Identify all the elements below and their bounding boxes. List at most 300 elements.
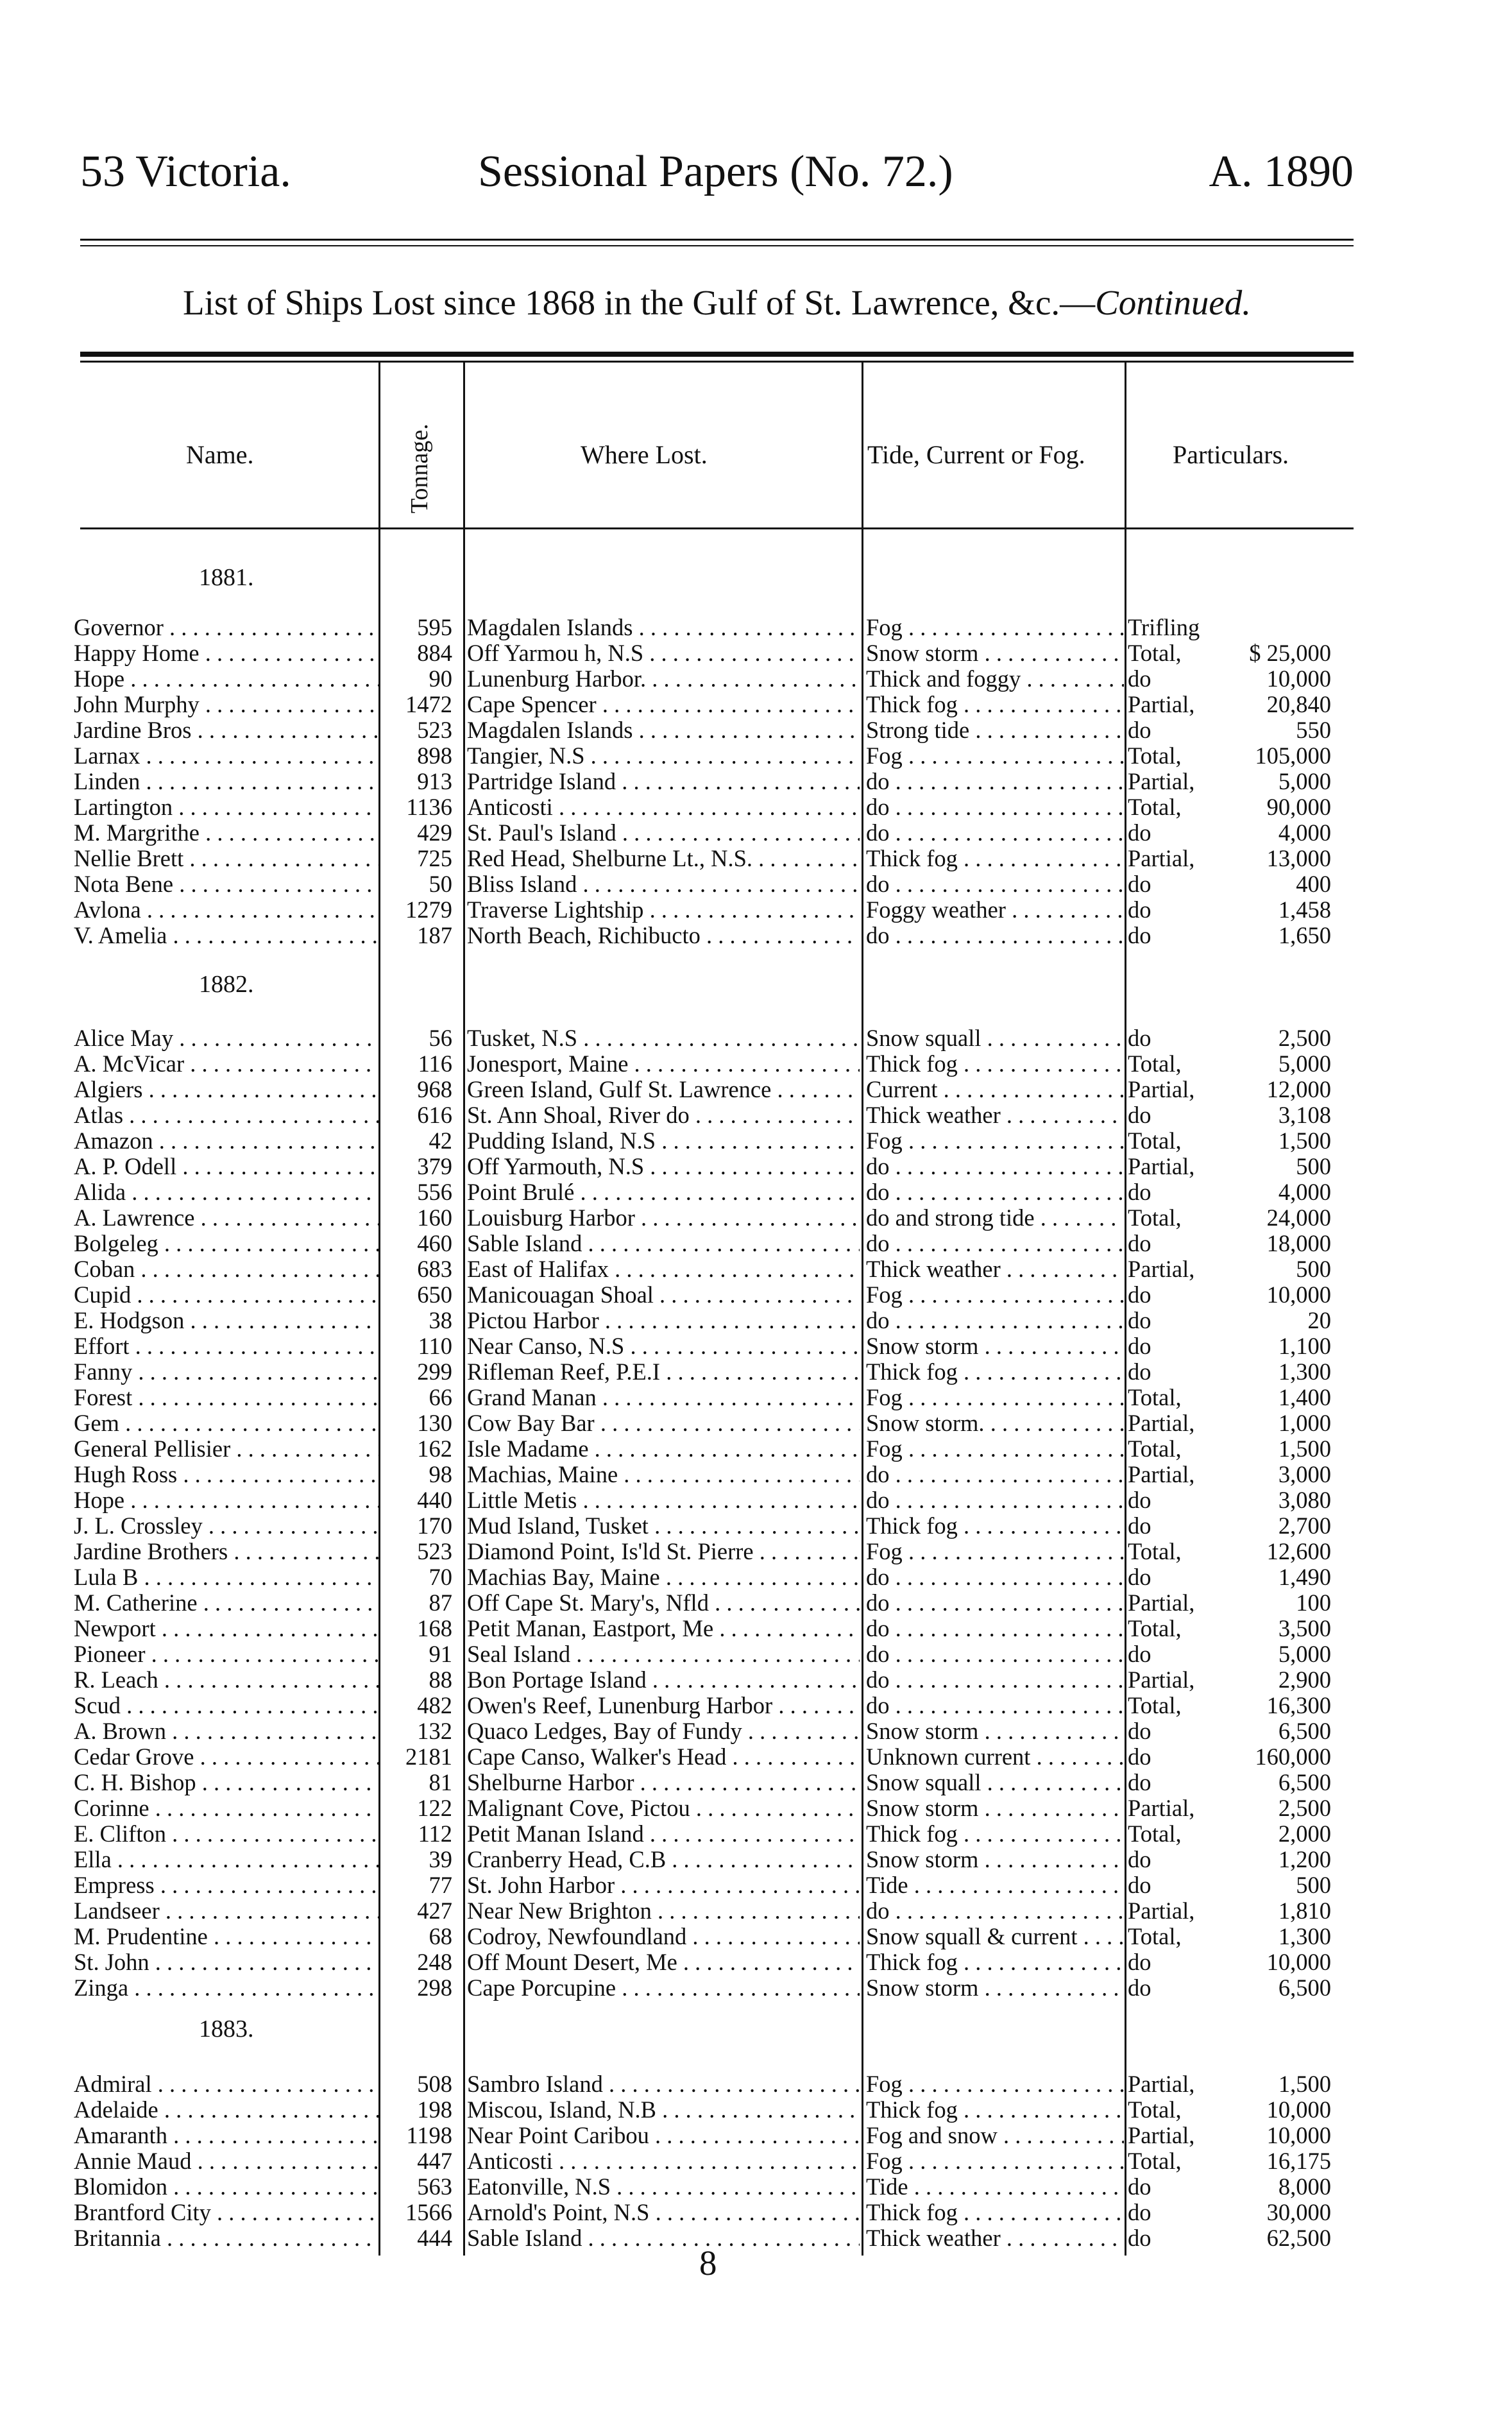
cell-ptype: Partial, <box>1128 1410 1195 1436</box>
cell-name: Larnax . . . <box>74 743 378 769</box>
cell-amount: 6,500 <box>1278 1718 1331 1744</box>
cell-where: St. Ann Shoal, River do . . . <box>467 1102 860 1128</box>
cell-name: V. Amelia . . . <box>74 923 378 948</box>
cell-amount: 10,000 <box>1266 2097 1331 2123</box>
table-row <box>0 1077 1512 1102</box>
cell-amount: 2,000 <box>1278 1821 1331 1847</box>
cell-tonnage: 563 <box>417 2174 452 2200</box>
table-row <box>0 1154 1512 1179</box>
cell-where: Magdalen Islands . . . <box>467 615 860 640</box>
cell-amount: 2,900 <box>1278 1667 1331 1693</box>
cell-tide: do . . . <box>866 1231 1124 1256</box>
cell-where: Off Yarmou h, N.S . . . <box>467 640 860 666</box>
cell-name: Pioneer . . . <box>74 1641 378 1667</box>
cell-ptype: Total, <box>1128 640 1182 666</box>
table-row <box>0 1590 1512 1616</box>
cell-tonnage: 482 <box>417 1693 452 1718</box>
cell-tonnage: 1566 <box>405 2200 452 2225</box>
table-row <box>0 1487 1512 1513</box>
cell-ptype: do <box>1128 1231 1151 1256</box>
cell-amount: 1,000 <box>1278 1410 1331 1436</box>
cell-tide: do . . . <box>866 1590 1124 1616</box>
cell-tide: Snow storm . . . <box>866 1795 1124 1821</box>
table-rule-top-thin <box>80 361 1354 363</box>
cell-tide: do . . . <box>866 1462 1124 1487</box>
cell-name: Newport . . . <box>74 1616 378 1641</box>
cell-where: Diamond Point, Is'ld St. Pierre . . . <box>467 1539 860 1564</box>
cell-name: Amazon . . . <box>74 1128 378 1154</box>
header-rule-bottom <box>80 245 1354 246</box>
cell-amount: 20,840 <box>1266 692 1331 717</box>
cell-name: Landseer . . . <box>74 1898 378 1924</box>
year-heading-1882: 1882. <box>199 971 254 998</box>
cell-where: Near Point Caribou . . . <box>467 2123 860 2148</box>
cell-amount: 3,108 <box>1278 1102 1331 1128</box>
cell-ptype: Total, <box>1128 1385 1182 1410</box>
cell-ptype: do <box>1128 871 1151 897</box>
cell-ptype: Total, <box>1128 1539 1182 1564</box>
cell-amount: 1,200 <box>1278 1847 1331 1872</box>
cell-ptype: do <box>1128 1359 1151 1385</box>
cell-tonnage: 248 <box>417 1949 452 1975</box>
header-underline-particulars <box>1126 527 1354 529</box>
cell-where: Petit Manan, Eastport, Me . . . <box>467 1616 860 1641</box>
cell-tide: do . . . <box>866 1487 1124 1513</box>
cell-name: Cupid . . . <box>74 1282 378 1308</box>
cell-where: Arnold's Point, N.S . . . <box>467 2200 860 2225</box>
cell-amount: 1,500 <box>1278 1128 1331 1154</box>
page-number: 8 <box>699 2243 717 2282</box>
table-row <box>0 743 1512 769</box>
cell-tide: Thick weather . . . <box>866 1102 1124 1128</box>
cell-ptype: do <box>1128 1949 1151 1975</box>
cell-where: Anticosti . . . <box>467 794 860 820</box>
cell-ptype: Partial, <box>1128 1256 1195 1282</box>
cell-where: Traverse Lightship . . . <box>467 897 860 923</box>
cell-tide: Thick weather . . . <box>866 1256 1124 1282</box>
cell-ptype: Total, <box>1128 2097 1182 2123</box>
cell-tide: Fog . . . <box>866 1436 1124 1462</box>
cell-amount: 13,000 <box>1266 846 1331 871</box>
cell-where: Bliss Island . . . <box>467 871 860 897</box>
cell-tide: Tide . . . <box>866 1872 1124 1898</box>
cell-tonnage: 1472 <box>405 692 452 717</box>
cell-name: M. Margrithe . . . <box>74 820 378 846</box>
cell-tonnage: 1198 <box>406 2123 452 2148</box>
cell-tide: Strong tide . . . <box>866 717 1124 743</box>
cell-tide: Fog . . . <box>866 615 1124 640</box>
cell-name: Lartington . . . <box>74 794 378 820</box>
table-row <box>0 717 1512 743</box>
cell-where: Petit Manan Island . . . <box>467 1821 860 1847</box>
cell-tide: Snow storm . . . <box>866 1718 1124 1744</box>
cell-where: Cranberry Head, C.B . . . <box>467 1847 860 1872</box>
cell-amount: 10,000 <box>1266 2123 1331 2148</box>
cell-ptype: Partial, <box>1128 1590 1195 1616</box>
cell-name: Fanny . . . <box>74 1359 378 1385</box>
table-row <box>0 1975 1512 2001</box>
cell-amount: 24,000 <box>1266 1205 1331 1231</box>
cell-name: Hope . . . <box>74 666 378 692</box>
cell-ptype: Total, <box>1128 1821 1182 1847</box>
cell-ptype: Partial, <box>1128 2123 1195 2148</box>
cell-amount: 10,000 <box>1266 666 1331 692</box>
table-row <box>0 666 1512 692</box>
cell-ptype: do <box>1128 666 1151 692</box>
cell-name: A. Lawrence . . . <box>74 1205 378 1231</box>
cell-where: Point Brulé . . . <box>467 1179 860 1205</box>
cell-tide: Thick fog . . . <box>866 1051 1124 1077</box>
cell-amount: 500 <box>1296 1154 1331 1179</box>
table-row <box>0 1333 1512 1359</box>
cell-ptype: do <box>1128 1025 1151 1051</box>
table-row <box>0 794 1512 820</box>
table-rule-top-thick <box>80 352 1354 357</box>
cell-tonnage: 913 <box>417 769 452 794</box>
cell-ptype: Partial, <box>1128 1667 1195 1693</box>
cell-where: Machias Bay, Maine . . . <box>467 1564 860 1590</box>
cell-name: M. Prudentine . . . <box>74 1924 378 1949</box>
cell-name: John Murphy . . . <box>74 692 378 717</box>
table-row <box>0 1641 1512 1667</box>
cell-tonnage: 523 <box>417 1539 452 1564</box>
cell-ptype: Total, <box>1128 1616 1182 1641</box>
cell-ptype: do <box>1128 1718 1151 1744</box>
table-row <box>0 1231 1512 1256</box>
cell-ptype: do <box>1128 1770 1151 1795</box>
cell-name: J. L. Crossley . . . <box>74 1513 378 1539</box>
cell-tonnage: 898 <box>417 743 452 769</box>
cell-ptype: do <box>1128 1282 1151 1308</box>
cell-ptype: do <box>1128 717 1151 743</box>
cell-tonnage: 170 <box>417 1513 452 1539</box>
table-row <box>0 1051 1512 1077</box>
cell-tide: do . . . <box>866 1667 1124 1693</box>
cell-name: Alice May . . . <box>74 1025 378 1051</box>
table-row <box>0 897 1512 923</box>
cell-name: Zinga . . . <box>74 1975 378 2001</box>
table-row <box>0 1872 1512 1898</box>
cell-tonnage: 427 <box>417 1898 452 1924</box>
cell-name: A. McVicar . . . <box>74 1051 378 1077</box>
cell-where: Shelburne Harbor . . . <box>467 1770 860 1795</box>
cell-tonnage: 725 <box>417 846 452 871</box>
cell-tide: Snow storm . . . <box>866 640 1124 666</box>
table-row <box>0 2071 1512 2097</box>
cell-tonnage: 39 <box>429 1847 452 1872</box>
cell-ptype: do <box>1128 1333 1151 1359</box>
cell-ptype: do <box>1128 1308 1151 1333</box>
table-row <box>0 1179 1512 1205</box>
cell-ptype: Partial, <box>1128 692 1195 717</box>
cell-ptype: do <box>1128 1641 1151 1667</box>
title-continued: Continued. <box>1095 283 1252 322</box>
cell-name: Hope . . . <box>74 1487 378 1513</box>
cell-tide: Snow squall & current . . . <box>866 1924 1124 1949</box>
table-row <box>0 2225 1512 2251</box>
cell-where: Rifleman Reef, P.E.I . . . <box>467 1359 860 1385</box>
header-rule-top <box>80 239 1354 241</box>
cell-amount: 2,500 <box>1278 1795 1331 1821</box>
cell-name: C. H. Bishop . . . <box>74 1770 378 1795</box>
column-header-tide-current-fog: Tide, Current or Fog. <box>867 440 1085 469</box>
cell-tide: Snow storm . . . <box>866 1333 1124 1359</box>
cell-tide: Fog and snow . . . <box>866 2123 1124 2148</box>
cell-tonnage: 112 <box>418 1821 452 1847</box>
cell-where: East of Halifax . . . <box>467 1256 860 1282</box>
table-row <box>0 1693 1512 1718</box>
cell-tonnage: 379 <box>417 1154 452 1179</box>
cell-name: Forest . . . <box>74 1385 378 1410</box>
cell-tonnage: 132 <box>417 1718 452 1744</box>
table-row <box>0 1564 1512 1590</box>
cell-tonnage: 70 <box>429 1564 452 1590</box>
cell-amount: 20 <box>1307 1308 1331 1333</box>
column-header-name: Name. <box>186 440 254 469</box>
cell-name: Alida . . . <box>74 1179 378 1205</box>
cell-amount: 5,000 <box>1278 1051 1331 1077</box>
cell-amount: 1,810 <box>1278 1898 1331 1924</box>
cell-ptype: Partial, <box>1128 1795 1195 1821</box>
table-row <box>0 2148 1512 2174</box>
cell-amount: 12,000 <box>1266 1077 1331 1102</box>
cell-ptype: Total, <box>1128 1436 1182 1462</box>
cell-tonnage: 884 <box>417 640 452 666</box>
cell-tonnage: 38 <box>429 1308 452 1333</box>
cell-name: Gem . . . <box>74 1410 378 1436</box>
table-row <box>0 1667 1512 1693</box>
cell-tide: Snow storm . . . <box>866 1975 1124 2001</box>
cell-where: Bon Portage Island . . . <box>467 1667 860 1693</box>
cell-amount: 62,500 <box>1266 2225 1331 2251</box>
cell-tonnage: 66 <box>429 1385 452 1410</box>
cell-name: Effort . . . <box>74 1333 378 1359</box>
cell-tide: do . . . <box>866 871 1124 897</box>
cell-ptype: Total, <box>1128 1924 1182 1949</box>
cell-name: Atlas . . . <box>74 1102 378 1128</box>
header-sessional-papers: Sessional Papers (No. 72.) <box>478 147 953 196</box>
cell-tide: Snow storm. . . . <box>866 1410 1124 1436</box>
cell-ptype: Partial, <box>1128 1154 1195 1179</box>
cell-where: Owen's Reef, Lunenburg Harbor . . . <box>467 1693 860 1718</box>
cell-tide: do . . . <box>866 1564 1124 1590</box>
cell-tonnage: 77 <box>429 1872 452 1898</box>
cell-tonnage: 523 <box>417 717 452 743</box>
cell-amount: 6,500 <box>1278 1770 1331 1795</box>
cell-where: St. John Harbor . . . <box>467 1872 860 1898</box>
cell-ptype: Total, <box>1128 1693 1182 1718</box>
cell-tide: do . . . <box>866 923 1124 948</box>
cell-tonnage: 160 <box>417 1205 452 1231</box>
cell-tonnage: 88 <box>429 1667 452 1693</box>
cell-ptype: do <box>1128 1513 1151 1539</box>
header-underline-where <box>465 527 862 529</box>
cell-where: Malignant Cove, Pictou . . . <box>467 1795 860 1821</box>
cell-tide: Thick fog . . . <box>866 1949 1124 1975</box>
cell-ptype: do <box>1128 1975 1151 2001</box>
cell-tonnage: 2181 <box>405 1744 452 1770</box>
cell-name: Governor . . . <box>74 615 378 640</box>
cell-where: Off Cape St. Mary's, Nfld . . . <box>467 1590 860 1616</box>
table-row <box>0 1847 1512 1872</box>
page-title <box>80 282 1354 323</box>
cell-ptype: do <box>1128 1744 1151 1770</box>
cell-where: Near New Brighton . . . <box>467 1898 860 1924</box>
cell-tide: Snow storm . . . <box>866 1847 1124 1872</box>
cell-amount: 1,500 <box>1278 2071 1331 2097</box>
cell-where: Tusket, N.S . . . <box>467 1025 860 1051</box>
cell-name: Lula B . . . <box>74 1564 378 1590</box>
cell-name: Jardine Brothers . . . <box>74 1539 378 1564</box>
cell-amount: 500 <box>1296 1872 1331 1898</box>
cell-where: Cape Canso, Walker's Head . . . <box>467 1744 860 1770</box>
cell-where: Grand Manan . . . <box>467 1385 860 1410</box>
cell-where: Near Canso, N.S . . . <box>467 1333 860 1359</box>
cell-ptype: Total, <box>1128 1051 1182 1077</box>
cell-amount: 1,400 <box>1278 1385 1331 1410</box>
cell-tide: Thick fog . . . <box>866 2097 1124 2123</box>
cell-tonnage: 429 <box>417 820 452 846</box>
cell-tonnage: 87 <box>429 1590 452 1616</box>
table-row <box>0 1385 1512 1410</box>
cell-name: Nellie Brett . . . <box>74 846 378 871</box>
cell-amount: 1,500 <box>1278 1436 1331 1462</box>
table-row <box>0 1539 1512 1564</box>
cell-ptype: Total, <box>1128 794 1182 820</box>
cell-tonnage: 130 <box>417 1410 452 1436</box>
table-row <box>0 1821 1512 1847</box>
cell-name: A. P. Odell . . . <box>74 1154 378 1179</box>
cell-tonnage: 187 <box>417 923 452 948</box>
cell-name: Scud . . . <box>74 1693 378 1718</box>
cell-name: General Pellisier . . . <box>74 1436 378 1462</box>
table-row <box>0 1025 1512 1051</box>
cell-tonnage: 299 <box>417 1359 452 1385</box>
cell-where: Codroy, Newfoundland . . . <box>467 1924 860 1949</box>
cell-amount: 30,000 <box>1266 2200 1331 2225</box>
cell-amount: 4,000 <box>1278 1179 1331 1205</box>
table-row <box>0 615 1512 640</box>
cell-name: Linden . . . <box>74 769 378 794</box>
cell-name: A. Brown . . . <box>74 1718 378 1744</box>
cell-tide: Fog . . . <box>866 1385 1124 1410</box>
cell-amount: 16,300 <box>1266 1693 1331 1718</box>
cell-tonnage: 98 <box>429 1462 452 1487</box>
cell-ptype: Total, <box>1128 1205 1182 1231</box>
cell-amount: 2,500 <box>1278 1025 1331 1051</box>
title-main: List of Ships Lost since 1868 in the Gulf of St. Lawrence, &c.— <box>182 283 1096 322</box>
cell-amount: 10,000 <box>1266 1282 1331 1308</box>
cell-where: Sable Island . . . <box>467 2225 860 2251</box>
cell-amount: 18,000 <box>1266 1231 1331 1256</box>
cell-tonnage: 110 <box>418 1333 452 1359</box>
cell-tide: Fog . . . <box>866 1282 1124 1308</box>
cell-tide: Snow squall . . . <box>866 1025 1124 1051</box>
cell-ptype: do <box>1128 1487 1151 1513</box>
cell-ptype: do <box>1128 1564 1151 1590</box>
cell-tide: do and strong tide . . . <box>866 1205 1124 1231</box>
column-header-particulars: Particulars. <box>1173 440 1289 469</box>
cell-tide: Unknown current . . . <box>866 1744 1124 1770</box>
cell-tonnage: 1279 <box>405 897 452 923</box>
cell-tonnage: 508 <box>417 2071 452 2097</box>
cell-where: Off Mount Desert, Me . . . <box>467 1949 860 1975</box>
table-row <box>0 1282 1512 1308</box>
cell-tonnage: 616 <box>417 1102 452 1128</box>
cell-name: E. Clifton . . . <box>74 1821 378 1847</box>
cell-name: Amaranth . . . <box>74 2123 378 2148</box>
cell-ptype: do <box>1128 1872 1151 1898</box>
cell-tide: Foggy weather . . . <box>866 897 1124 923</box>
cell-name: Cedar Grove . . . <box>74 1744 378 1770</box>
cell-tide: do . . . <box>866 1308 1124 1333</box>
cell-tonnage: 298 <box>417 1975 452 2001</box>
cell-tonnage: 556 <box>417 1179 452 1205</box>
cell-name: Avlona . . . <box>74 897 378 923</box>
cell-amount: 500 <box>1296 1256 1331 1282</box>
cell-ptype: do <box>1128 2174 1151 2200</box>
cell-ptype: Partial, <box>1128 846 1195 871</box>
cell-amount: 1,300 <box>1278 1924 1331 1949</box>
cell-tide: Tide . . . <box>866 2174 1124 2200</box>
cell-tonnage: 440 <box>417 1487 452 1513</box>
table-row <box>0 1128 1512 1154</box>
cell-where: Machias, Maine . . . <box>467 1462 860 1487</box>
table-row <box>0 1256 1512 1282</box>
column-header-where-lost: Where Lost. <box>581 440 708 469</box>
cell-amount: 5,000 <box>1278 769 1331 794</box>
cell-tonnage: 444 <box>417 2225 452 2251</box>
cell-tonnage: 122 <box>417 1795 452 1821</box>
cell-amount: 12,600 <box>1266 1539 1331 1564</box>
cell-amount: 1,490 <box>1278 1564 1331 1590</box>
cell-tide: do . . . <box>866 1154 1124 1179</box>
cell-tonnage: 50 <box>429 871 452 897</box>
table-row <box>0 1205 1512 1231</box>
cell-ptype: do <box>1128 820 1151 846</box>
cell-ptype: Partial, <box>1128 1077 1195 1102</box>
cell-tide: Current . . . <box>866 1077 1124 1102</box>
cell-amount: 1,650 <box>1278 923 1331 948</box>
cell-tonnage: 683 <box>417 1256 452 1282</box>
year-heading-1881: 1881. <box>199 564 254 591</box>
cell-where: Seal Island . . . <box>467 1641 860 1667</box>
cell-ptype: Partial, <box>1128 769 1195 794</box>
column-header-tonnage: Tonnage. <box>406 424 433 513</box>
cell-where: Red Head, Shelburne Lt., N.S. . . . <box>467 846 860 871</box>
cell-tide: Thick fog . . . <box>866 846 1124 871</box>
cell-amount: 400 <box>1296 871 1331 897</box>
cell-ptype: do <box>1128 923 1151 948</box>
cell-ptype: Partial, <box>1128 2071 1195 2097</box>
cell-name: M. Catherine . . . <box>74 1590 378 1616</box>
cell-name: Coban . . . <box>74 1256 378 1282</box>
running-head <box>80 146 1354 204</box>
cell-where: Sambro Island . . . <box>467 2071 860 2097</box>
cell-name: E. Hodgson . . . <box>74 1308 378 1333</box>
table-row <box>0 1102 1512 1128</box>
cell-tide: Thick fog . . . <box>866 1513 1124 1539</box>
cell-tonnage: 68 <box>429 1924 452 1949</box>
header-underline-tonnage <box>380 527 463 529</box>
cell-amount: 1,100 <box>1278 1333 1331 1359</box>
cell-tide: Thick fog . . . <box>866 1359 1124 1385</box>
cell-name: Hugh Ross . . . <box>74 1462 378 1487</box>
cell-tide: do . . . <box>866 820 1124 846</box>
cell-where: Quaco Ledges, Bay of Fundy . . . <box>467 1718 860 1744</box>
cell-tonnage: 460 <box>417 1231 452 1256</box>
cell-ptype: Total, <box>1128 2148 1182 2174</box>
